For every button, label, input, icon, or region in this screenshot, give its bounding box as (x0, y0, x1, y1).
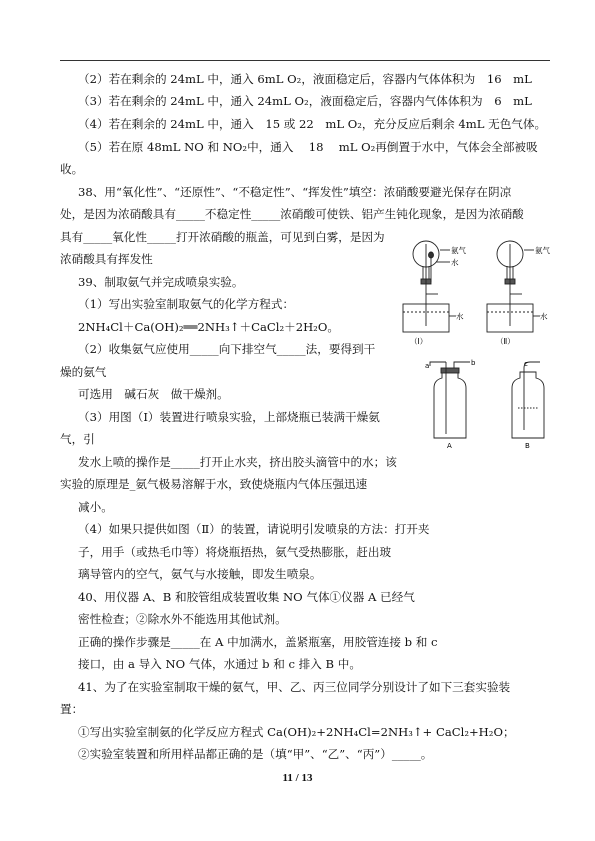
text-line: （2）若在剩余的 24mL 中，通入 6mL O₂，液面稳定后，容器内气体体积为 16 mL (78, 72, 532, 86)
text-line: 置： (60, 702, 84, 716)
text-line: 2NH₄Cl＋Ca(OH)₂══2NH₃↑＋CaCl₂＋2H₂O。 (78, 320, 339, 334)
bottle-B (512, 362, 544, 438)
text-line: 正确的操作步骤是_____在 A 中加满水，盖紧瓶塞，用胶管连接 b 和 c (78, 635, 438, 649)
text-line: 气，引 (60, 432, 95, 446)
label-A: A (447, 442, 452, 450)
bottle-A (430, 362, 470, 438)
apparatus-1 (403, 241, 456, 332)
text-line: ①写出实验室制氨的化学反应方程式 Ca(OH)₂+2NH₄Cl=2NH₃↑+ CaCl₂+H₂O； (78, 725, 515, 739)
label-water-trough: 水 (456, 312, 464, 321)
header-rule (60, 60, 550, 61)
text-line: （2）收集氨气应使用_____向下排空气_____法，要得到干 (78, 342, 376, 356)
text-line: 密性检查；②除水外不能选用其他试剂。 (78, 612, 287, 626)
text-line: 浓硝酸具有挥发性 (60, 252, 153, 266)
gas-bottles-figure (420, 358, 570, 450)
text-line: 实验的原理是_氨气极易溶解于水，致使烧瓶内气体压强迅速 (60, 477, 368, 491)
caption-2: （Ⅱ） (496, 337, 515, 346)
label-B: B (525, 442, 530, 450)
text-line: 可选用 碱石灰 做干燥剂。 (78, 387, 229, 401)
label-ammonia-2: 氨气 (535, 246, 550, 255)
text-line: 收。 (60, 162, 84, 176)
gas-bottles-drawing (420, 358, 570, 450)
label-water-1: 水 (451, 258, 459, 267)
text-line: 子，用手（或热毛巾等）将烧瓶捂热，氨气受热膨胀，赶出玻 (78, 545, 392, 559)
port-b-label: b (471, 359, 476, 367)
apparatus-2 (487, 241, 540, 332)
text-line: （3）若在剩余的 24mL 中，通入 24mL O₂，液面稳定后，容器内气体体积为 6 mL (78, 94, 532, 108)
port-c-label: c (524, 360, 528, 368)
text-line: 燥的氨气 (60, 365, 107, 379)
text-line: 接口，由 a 导入 NO 气体，水通过 b 和 c 排入 B 中。 (78, 657, 361, 671)
port-a-label: a (425, 362, 430, 370)
bottle-A-body (434, 372, 466, 438)
bottle-A-outlet (454, 362, 470, 368)
label-water-2: 水 (540, 312, 548, 321)
bottle-A-inlet (430, 362, 446, 366)
label-ammonia-1: 氨气 (451, 246, 466, 255)
bottle-B-body (512, 372, 544, 438)
text-line: （1）写出实验室制取氨气的化学方程式： (78, 297, 295, 311)
text-line: 璃导管内的空气，氨气与水接触，即发生喷泉。 (78, 567, 322, 581)
text-line: （3）用图（Ⅰ）装置进行喷泉实验，上部烧瓶已装满干燥氨 (78, 410, 380, 424)
text-line: 39、制取氨气并完成喷泉实验。 (78, 275, 244, 289)
text-line: （4）如果只提供如图（Ⅱ）的装置，请说明引发喷泉的方法：打开夹 (78, 522, 430, 536)
fountain-apparatus-figure (398, 236, 568, 348)
text-line: 38、用“氧化性”、“还原性”、“不稳定性”、“挥发性”填空：浓硝酸要避光保存在阴凉 (78, 185, 512, 199)
text-line: （5）若在原 48mL NO 和 NO₂中，通入 18 mL O₂再倒置于水中，气体会全部被吸 (78, 140, 538, 154)
text-line: ②实验室装置和所用样品都正确的是（填“甲”、“乙”、“丙”）_____。 (78, 747, 433, 761)
caption-1: （Ⅰ） (410, 337, 428, 346)
text-line: 发水上喷的操作是_____打开止水夹，挤出胶头滴管中的水；该 (78, 455, 397, 469)
fountain-apparatus-drawing (398, 236, 568, 348)
text-line: 40、用仪器 A、B 和胶管组成装置收集 NO 气体①仪器 A 已经气 (78, 590, 415, 604)
text-line: 41、为了在实验室制取干燥的氨气，甲、乙、丙三位同学分别设计了如下三套实验装 (78, 680, 511, 694)
dropper-bulb-1 (429, 252, 434, 258)
text-line: 具有_____氧化性_____打开浓硝酸的瓶盖，可见到白雾，是因为 (60, 230, 385, 244)
text-line: 处，是因为浓硝酸具有_____不稳定性_____浓硝酸可使铁、铝产生钝化现象，是因为浓硝酸 (60, 207, 524, 221)
page-number: 11 / 13 (282, 772, 313, 784)
text-line: 减小。 (78, 500, 113, 514)
text-line: （4）若在剩余的 24mL 中，通入 15 或 22 mL O₂，充分反应后剩余 4mL 无色气体。 (78, 117, 547, 131)
bottle-A-stopper (441, 368, 459, 373)
